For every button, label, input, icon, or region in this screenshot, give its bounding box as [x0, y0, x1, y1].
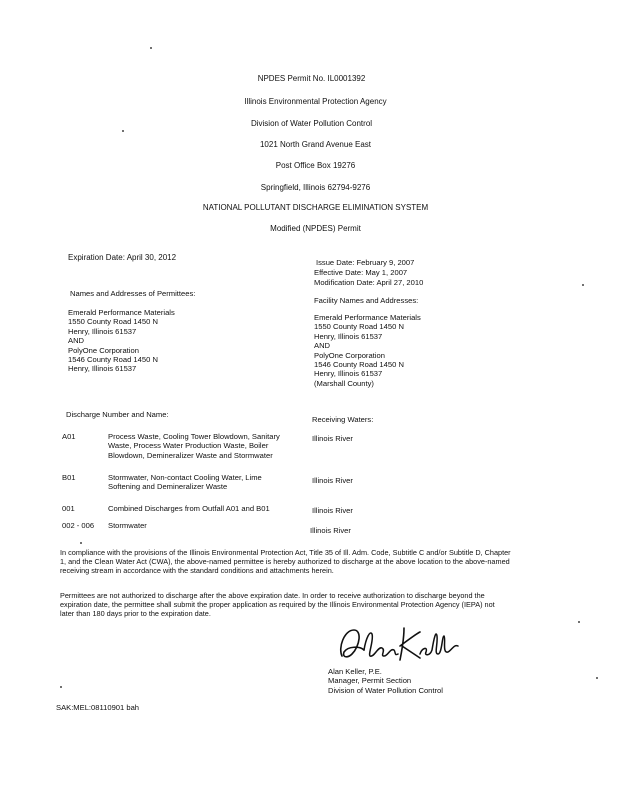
handwritten-signature — [334, 624, 464, 668]
facilities-heading: Facility Names and Addresses: — [314, 296, 419, 305]
modification-date: Modification Date: April 27, 2010 — [314, 278, 424, 287]
discharge-heading: Discharge Number and Name: — [66, 410, 169, 419]
signature-block — [328, 667, 443, 695]
facility-line: PolyOne Corporation — [314, 350, 385, 360]
discharge-name: Combined Discharges from Outfall A01 and B01 — [108, 504, 270, 513]
effective-date: Effective Date: May 1, 2007 — [314, 268, 408, 277]
scan-speck — [80, 542, 82, 544]
discharge-number: A01 — [62, 432, 76, 441]
scan-speck — [582, 284, 584, 286]
facility-line: 1550 County Road 1450 N — [314, 322, 404, 332]
scan-speck — [60, 686, 62, 688]
permit-number: NPDES Permit No. IL0001392 — [257, 74, 366, 83]
permittees-heading: Names and Addresses of Permittees: — [70, 289, 196, 298]
permittee-line: 1546 County Road 1450 N — [68, 355, 158, 365]
receiving-water: Illinois River — [310, 526, 351, 535]
issue-date: Issue Date: February 9, 2007 — [316, 258, 415, 267]
signatory-title: Manager, Permit Section — [328, 676, 412, 686]
renewal-paragraph: Permittees are not authorized to discharge after the above expiration date. In order to receive authorization to discharge beyond the expiration date, the permittee shall submit the proper application as required by the Illinois Environmental Protection Agency (IEPA) not later than 180 days prior to the expiration date. — [60, 591, 495, 618]
footer-reference: SAK:MEL:08110901 bah — [56, 703, 140, 712]
facility-line: AND — [314, 341, 331, 351]
scan-speck — [578, 621, 580, 623]
po-box: Post Office Box 19276 — [275, 161, 356, 170]
permittee-line: Henry, Illinois 61537 — [68, 326, 137, 336]
discharge-number: 001 — [62, 504, 75, 513]
compliance-paragraph: In compliance with the provisions of the Illinois Environmental Protection Act, Title 35 of Ill. Adm. Code, Subtitle C and/or Subtitle D, Chapter 1, and the Clean Water Act (CWA), the above-named permittee is hereby authorized to discharge at the above location to the above-named receiving stream in accordance with the standard conditions and attachments herein. — [60, 548, 511, 575]
permittee-line: Emerald Performance Materials — [68, 308, 175, 317]
receiving-water: Illinois River — [312, 434, 353, 443]
signatory-division: Division of Water Pollution Control — [328, 685, 443, 695]
expiration-date: Expiration Date: April 30, 2012 — [68, 253, 177, 262]
permittee-line: 1550 County Road 1450 N — [68, 317, 158, 327]
discharge-name: Stormwater — [108, 521, 147, 530]
receiving-waters-heading: Receiving Waters: — [312, 415, 374, 424]
city-state-zip: Springfield, Illinois 62794-9276 — [260, 183, 371, 192]
facility-line: Henry, Illinois 61537 — [314, 369, 383, 379]
scan-speck — [596, 677, 598, 679]
system-title: NATIONAL POLLUTANT DISCHARGE ELIMINATION SYSTEM — [202, 203, 429, 212]
scan-speck — [122, 130, 124, 132]
division-name: Division of Water Pollution Control — [250, 119, 373, 128]
receiving-water: Illinois River — [312, 506, 353, 515]
permittee-line: Henry, Illinois 61537 — [68, 364, 137, 374]
facility-line: (Marshall County) — [314, 378, 374, 388]
signatory-name: Alan Keller, P.E. — [328, 667, 382, 676]
discharge-number: B01 — [62, 473, 76, 482]
receiving-water: Illinois River — [312, 476, 353, 485]
permittees-address-block — [68, 308, 175, 374]
discharge-number: 002 - 006 — [62, 521, 95, 530]
scan-speck — [150, 47, 152, 49]
facility-line: Henry, Illinois 61537 — [314, 331, 383, 341]
discharge-name: Stormwater, Non-contact Cooling Water, Lime Softening and Demineralizer Waste — [108, 473, 262, 492]
facilities-address-block — [314, 313, 421, 388]
permit-type: Modified (NPDES) Permit — [270, 224, 361, 233]
agency-name: Illinois Environmental Protection Agency — [244, 97, 387, 106]
permittee-line: AND — [68, 336, 85, 346]
street-address: 1021 North Grand Avenue East — [259, 140, 372, 149]
facility-line: Emerald Performance Materials — [314, 313, 421, 322]
facility-line: 1546 County Road 1450 N — [314, 360, 404, 370]
permittee-line: PolyOne Corporation — [68, 345, 139, 355]
discharge-name: Process Waste, Cooling Tower Blowdown, Sanitary Waste, Process Water Production Waste, Boiler Blowdown, Demineralizer Waste and Stormwater — [108, 432, 280, 460]
